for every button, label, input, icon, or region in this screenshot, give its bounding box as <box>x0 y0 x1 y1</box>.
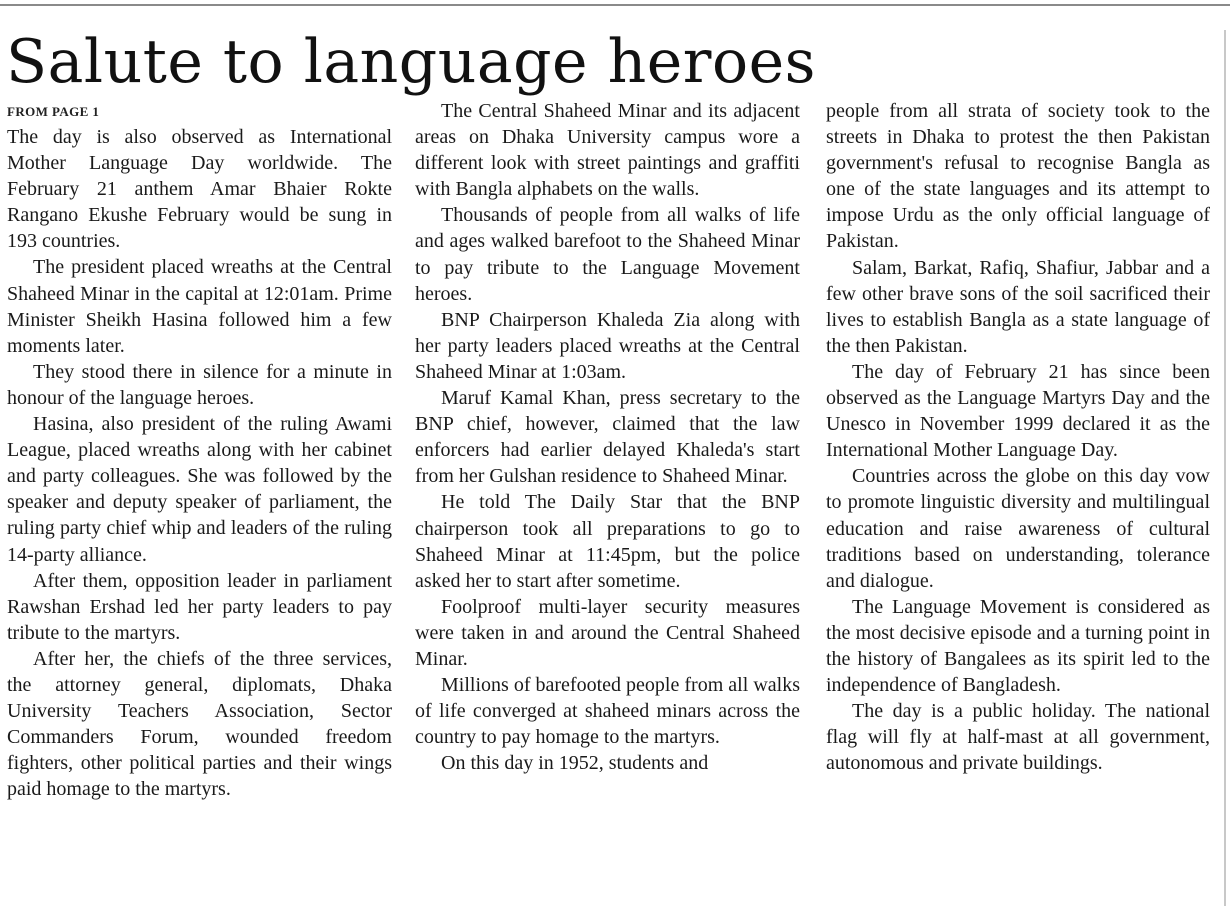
paragraph: They stood there in silence for a minute in honour of the language heroes. <box>7 360 392 409</box>
paragraph: The president placed wreaths at the Central Shaheed Minar in the capital at 12:01am. Prime Minister Sheikh Hasina followed him a few moments later. <box>7 256 392 357</box>
paragraph: The Language Movement is considered as the most decisive episode and a turning point in the history of Bangalees as its spirit led to the independence of Bangladesh. <box>826 595 1210 697</box>
paragraph: The day is also observed as International Mother Language Day worldwide. The February 21 anthem Amar Bhaier Rokte Rangano Ekushe February would be sung in 193 countries. <box>7 126 392 253</box>
paragraph: Foolproof multi-layer security measures were taken in and around the Central Shaheed Minar. <box>415 595 800 670</box>
article-column-2 <box>415 98 800 906</box>
paragraph: After them, opposition leader in parliament Rawshan Ershad led her party leaders to pay tribute to the martyrs. <box>7 569 392 644</box>
article-column-3 <box>826 98 1210 906</box>
paragraph: Maruf Kamal Khan, press secretary to the BNP chief, however, claimed that the law enforcers had earlier delayed Khaleda's start from her Gulshan residence to Shaheed Minar. <box>415 387 800 488</box>
paragraph: The day of February 21 has since been observed as the Language Martyrs Day and the Unesco in November 1999 declared it as the International Mother Language Day. <box>826 360 1210 462</box>
paragraph: On this day in 1952, students and <box>441 752 709 775</box>
column-rule <box>1224 30 1226 906</box>
article-column-1 <box>7 124 392 906</box>
paragraph: The Central Shaheed Minar and its adjacent areas on Dhaka University campus wore a different look with street paintings and graffiti with Bangla alphabets on the walls. <box>415 100 800 201</box>
paragraph: Thousands of people from all walks of life and ages walked barefoot to the Shaheed Minar to pay tribute to the Language Movement heroes. <box>415 204 800 305</box>
paragraph: BNP Chairperson Khaleda Zia along with her party leaders placed wreaths at the Central Shaheed Minar at 1:03am. <box>415 308 800 383</box>
headline: Salute to language heroes <box>6 27 816 97</box>
paragraph: Hasina, also president of the ruling Awami League, placed wreaths along with her cabinet and party colleagues. She was followed by the speaker and deputy speaker of parliament, the ruling party chief whip and leaders of the ruling 14-party alliance. <box>7 413 392 566</box>
paragraph: After her, the chiefs of the three services, the attorney general, diplomats, Dhaka University Teachers Association, Sector Commanders Forum, wounded freedom fighters, other political parties and their wings paid homage to the martyrs. <box>7 647 392 801</box>
paragraph: He told The Daily Star that the BNP chairperson took all preparations to go to Shaheed Minar at 11:45pm, but the police asked her to start after sometime. <box>415 491 800 592</box>
paragraph: Countries across the globe on this day vow to promote linguistic diversity and multilingual education and raise awareness of cultural traditions based on understanding, tolerance and dialogue. <box>826 465 1210 592</box>
top-rule <box>0 4 1230 6</box>
paragraph: The day is a public holiday. The national flag will fly at half-mast at all government, autonomous and private buildings. <box>826 700 1210 775</box>
paragraph: people from all strata of society took to the streets in Dhaka to protest the then Pakistan government's refusal to recognise Bangla as one of the state languages and its attempt to impose Urdu as the only official language of Pakistan. <box>826 100 1210 253</box>
paragraph: Millions of barefooted people from all walks of life converged at shaheed minars across the country to pay homage to the martyrs. <box>415 674 800 749</box>
paragraph: Salam, Barkat, Rafiq, Shafiur, Jabbar and a few other brave sons of the soil sacrificed their lives to establish Bangla as a state language of the then Pakistan. <box>826 256 1210 357</box>
continuation-label: FROM PAGE 1 <box>7 104 100 119</box>
